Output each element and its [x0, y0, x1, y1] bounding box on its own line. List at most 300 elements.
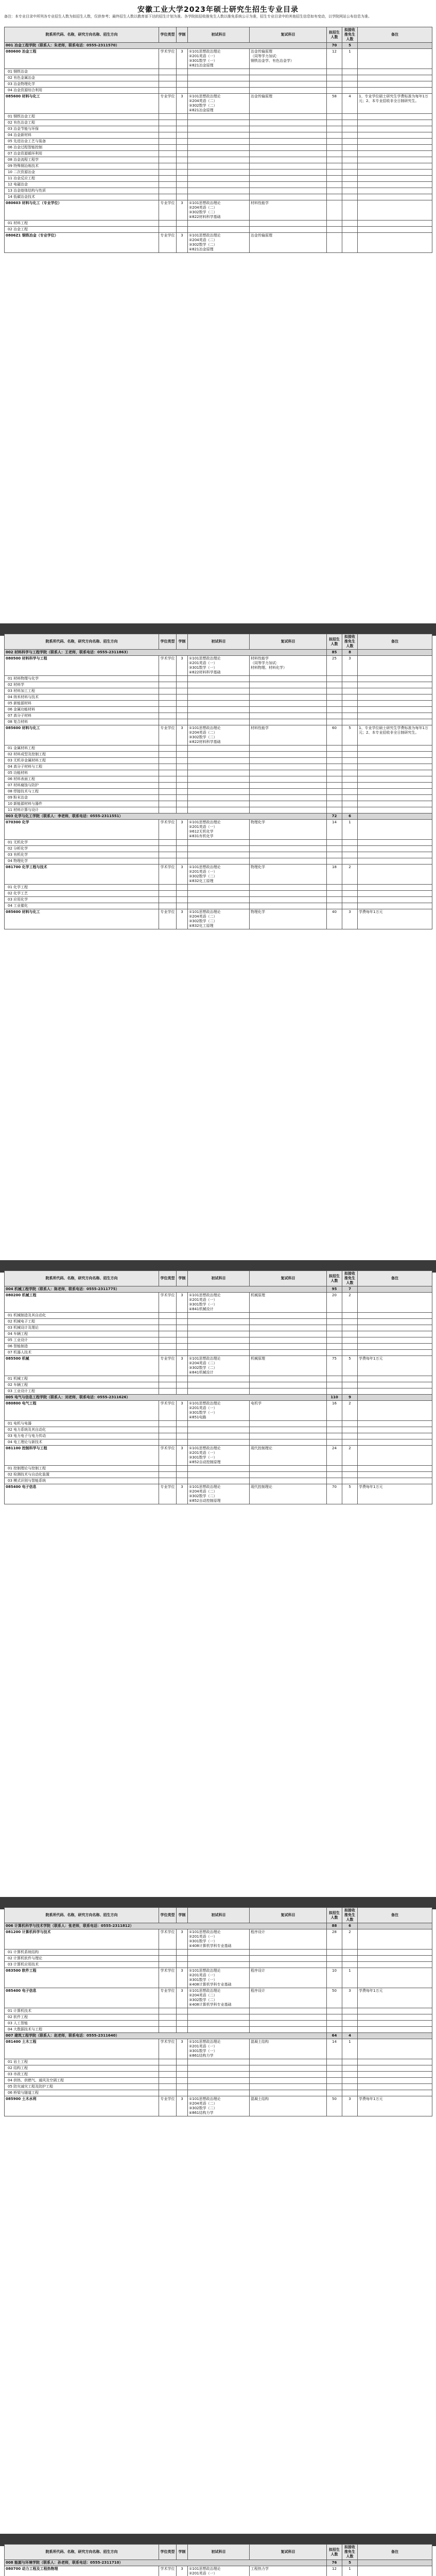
empty-cell: [177, 789, 188, 795]
empty-cell: [327, 764, 342, 770]
tuimian-count: 6: [342, 814, 358, 820]
tuimian-count: 3: [342, 2096, 358, 2116]
major-name: 085600 材料与化工: [5, 909, 159, 929]
empty-cell: [188, 2008, 250, 2014]
empty-cell: [177, 1319, 188, 1325]
exam-subject: [189, 1485, 248, 1503]
exam-subject-line: ①101思想政治理论: [189, 1989, 221, 1993]
empty-cell: [342, 2072, 358, 2078]
empty-cell: [188, 770, 250, 776]
retest-subject-line: 混凝土结构: [251, 2040, 269, 2044]
empty-cell: [250, 852, 327, 858]
empty-cell: [177, 764, 188, 770]
empty-cell: [358, 852, 432, 858]
remark-cell: 1、专业学位硕士研究生学费标准为每年1万元；2、本专业招收非全日制研究生。: [358, 725, 432, 745]
research-direction: 03 模式识别与智能系统: [5, 1478, 159, 1484]
tuimian-count: 4: [342, 2033, 358, 2039]
direction-row: [5, 2008, 432, 2014]
tuimian-count: 5: [342, 1484, 358, 1504]
empty-cell: [327, 188, 342, 194]
empty-cell: [342, 1472, 358, 1478]
catalog-note: 备注：本专业目录中所列各专业招生人数为拟招生人数，仅供参考；最终招生人数以教育部下达的招生计划为准。各学院拟招收推免生人数以推免系统公示为准，招生专业目录中的其他招生信息如有变动，以学院网站公布信息为准。: [4, 14, 372, 19]
empty-cell: [327, 807, 342, 814]
empty-cell: [342, 1433, 358, 1439]
empty-cell: [188, 903, 250, 909]
study-years: 3: [177, 725, 188, 745]
empty-cell: [177, 1421, 188, 1427]
empty-cell: [250, 752, 327, 758]
empty-cell: [342, 2008, 358, 2014]
empty-cell: [342, 758, 358, 764]
direction-row: [5, 126, 432, 132]
empty-cell: [177, 1427, 188, 1433]
research-direction: 02 软件工程: [5, 2014, 159, 2021]
page-title: 安徽工业大学2023年硕士研究生招生专业目录: [137, 6, 299, 14]
empty-cell: [177, 897, 188, 903]
empty-cell: [342, 891, 358, 897]
empty-cell: [327, 88, 342, 94]
empty-cell: [327, 745, 342, 752]
direction-row: [5, 1376, 432, 1382]
empty-cell: [188, 182, 250, 188]
empty-cell: [342, 157, 358, 163]
empty-cell: [250, 69, 327, 75]
exam-subject-line: ③301数学（一）: [189, 1411, 217, 1415]
empty-cell: [177, 694, 188, 701]
exam-subject-line: ①101思想政治理论: [189, 2097, 221, 2101]
tuimian-count: 1: [342, 49, 358, 69]
empty-cell: [188, 114, 250, 120]
empty-cell: [188, 126, 250, 132]
research-direction: 05 工业设计: [5, 1337, 159, 1344]
empty-cell: [159, 176, 177, 182]
empty-cell: [159, 1439, 177, 1446]
empty-cell: [188, 1433, 250, 1439]
remark-cell: [358, 820, 432, 840]
retest-cell: [250, 909, 327, 929]
research-direction: 02 车辆工程: [5, 1382, 159, 1388]
degree-type: 专业学位: [159, 1484, 177, 1504]
exam-subject-line: ③302数学（二）: [189, 243, 217, 247]
direction-row: [5, 1388, 432, 1395]
empty-cell: [177, 1478, 188, 1484]
empty-cell: [188, 188, 250, 194]
direction-row: [5, 694, 432, 701]
direction-row: [5, 75, 432, 81]
empty-cell: [159, 885, 177, 891]
tuimian-count: 2: [342, 1293, 358, 1313]
empty-cell: [188, 1472, 250, 1478]
empty-cell: [177, 745, 188, 752]
empty-cell: [188, 2072, 250, 2078]
enroll-count: 14: [327, 820, 342, 840]
empty-cell: [177, 840, 188, 846]
research-direction: 06 智能制造: [5, 1344, 159, 1350]
retest-subject-line: 冶金传输原理: [251, 94, 272, 98]
empty-cell: [188, 69, 250, 75]
empty-cell: [342, 145, 358, 151]
research-direction: 03 人工智能: [5, 2021, 159, 2027]
empty-cell: [358, 1439, 432, 1446]
degree-type: 学术学位: [159, 1293, 177, 1313]
empty-cell: [177, 157, 188, 163]
empty-cell: [250, 1439, 327, 1446]
empty-cell: [250, 114, 327, 120]
empty-cell: [358, 1478, 432, 1484]
col-header-degree: 学位类型: [159, 1908, 177, 1923]
tuimian-count: 5: [342, 1356, 358, 1376]
table-header-row: [5, 2545, 432, 2560]
empty-cell: [188, 1956, 250, 1962]
retest-subject: [251, 94, 325, 99]
empty-cell: [358, 1344, 432, 1350]
empty-cell: [159, 2021, 177, 2027]
empty-cell: [327, 157, 342, 163]
empty-cell: [159, 151, 177, 157]
exam-subject-line: ④408计算机学科专业基础: [189, 1944, 232, 1948]
col-header-degree: 学位类型: [159, 634, 177, 650]
col-header-degree: 学位类型: [159, 1271, 177, 1286]
remark-cell: 学费每年1万元: [358, 909, 432, 929]
college-name: 004 机械工程学院（联系人：陈老师，联系电话：0555-2311775）: [5, 1286, 327, 1293]
empty-cell: [188, 176, 250, 182]
empty-cell: [159, 194, 177, 200]
research-direction: 05 功能材料: [5, 770, 159, 776]
empty-cell: [159, 676, 177, 682]
empty-cell: [342, 1439, 358, 1446]
col-header-name: 院系所代码、名称，研究方向名称、招生方向: [5, 27, 159, 43]
empty-cell: [327, 2090, 342, 2096]
empty-cell: [250, 2078, 327, 2084]
exam-subject-line: ③302数学（二）: [189, 874, 217, 878]
exam-subject: [189, 1930, 248, 1948]
research-direction: 04 电工理论与新技术: [5, 1439, 159, 1446]
empty-cell: [188, 1331, 250, 1337]
major-name: 081400 土木工程: [5, 2039, 159, 2059]
study-years: 3: [177, 1293, 188, 1313]
col-header-exam: 初试科目: [188, 634, 250, 650]
research-direction: 03 冶金物理化学: [5, 81, 159, 88]
degree-type: 专业学位: [159, 200, 177, 221]
empty-cell: [250, 858, 327, 865]
exam-subject-line: ②201英语（一）: [189, 1406, 217, 1410]
remark-cell: [358, 656, 432, 676]
empty-cell: [327, 795, 342, 801]
col-header-study: 学制: [177, 27, 188, 43]
empty-cell: [327, 707, 342, 713]
empty-cell: [327, 897, 342, 903]
direction-row: [5, 2084, 432, 2090]
empty-cell: [188, 858, 250, 865]
retest-subject-line: 电机学: [251, 1401, 261, 1405]
empty-cell: [188, 783, 250, 789]
empty-cell: [342, 126, 358, 132]
retest-subject: [251, 1485, 325, 1489]
col-header-degree: 学位类型: [159, 2545, 177, 2560]
empty-cell: [358, 69, 432, 75]
direction-row: [5, 1331, 432, 1337]
empty-cell: [358, 75, 432, 81]
empty-cell: [358, 1382, 432, 1388]
research-direction: 13 冶金熔体结构与性质: [5, 188, 159, 194]
empty-cell: [188, 2090, 250, 2096]
direction-row: [5, 1478, 432, 1484]
empty-cell: [342, 885, 358, 891]
exam-subject-line: ③301数学（一）: [189, 666, 217, 670]
research-direction: 02 计算机软件与理论: [5, 1956, 159, 1962]
col-header-enroll: 拟招生人数: [327, 1271, 342, 1286]
empty-cell: [177, 688, 188, 694]
retest-subject: [251, 2040, 325, 2044]
empty-cell: [342, 682, 358, 688]
exam-subject-line: ①101思想政治理论: [189, 201, 221, 205]
empty-cell: [188, 2078, 250, 2084]
empty-cell: [342, 789, 358, 795]
empty-cell: [188, 795, 250, 801]
exam-cell: [188, 2566, 250, 2576]
empty-cell: [250, 807, 327, 814]
empty-cell: [358, 1331, 432, 1337]
retest-subject: [251, 910, 325, 914]
empty-cell: [188, 1427, 250, 1433]
remark-cell: 学费每年1万元: [358, 2096, 432, 2116]
empty-cell: [159, 2014, 177, 2021]
empty-cell: [358, 752, 432, 758]
direction-row: [5, 688, 432, 694]
tuimian-count: 5: [342, 725, 358, 745]
retest-subject-line: 程序设计: [251, 1930, 265, 1934]
retest-cell: [250, 2566, 327, 2576]
empty-cell: [250, 120, 327, 126]
tuimian-count: 2: [342, 1401, 358, 1421]
empty-cell: [159, 139, 177, 145]
degree-type: 学术学位: [159, 1929, 177, 1950]
exam-cell: [188, 2039, 250, 2059]
research-direction: 02 电力系统及其自动化: [5, 1427, 159, 1433]
empty-cell: [327, 120, 342, 126]
table-header-row: [5, 634, 432, 650]
empty-cell: [188, 1313, 250, 1319]
retest-cell: [250, 656, 327, 676]
exam-subject-line: ②204英语（二）: [189, 1361, 217, 1365]
major-name: 080500 材料科学与工程: [5, 656, 159, 676]
enroll-count: 25: [327, 656, 342, 676]
empty-cell: [188, 1421, 250, 1427]
direction-row: [5, 1439, 432, 1446]
empty-cell: [327, 1962, 342, 1968]
major-row: [5, 1988, 432, 2008]
direction-row: [5, 1313, 432, 1319]
empty-cell: [358, 903, 432, 909]
empty-cell: [342, 1319, 358, 1325]
empty-cell: [159, 688, 177, 694]
empty-cell: [177, 163, 188, 170]
empty-cell: [358, 745, 432, 752]
empty-cell: [342, 2090, 358, 2096]
retest-cell: [250, 1968, 327, 1988]
degree-type: 专业学位: [159, 909, 177, 929]
major-name: 0806Z1 钢铁冶金（专业学位）: [5, 233, 159, 253]
retest-subject: [251, 233, 325, 238]
direction-row: [5, 1325, 432, 1331]
col-header-remark: 备注: [358, 1271, 432, 1286]
exam-subject-line: ②201英语（一）: [189, 2571, 217, 2575]
exam-subject-line: ②204英语（二）: [189, 238, 217, 242]
empty-cell: [327, 2021, 342, 2027]
degree-type: 专业学位: [159, 1356, 177, 1376]
direction-row: [5, 2059, 432, 2065]
empty-cell: [327, 145, 342, 151]
exam-subject-line: ②204英语（二）: [189, 99, 217, 103]
empty-cell: [159, 707, 177, 713]
empty-cell: [250, 1313, 327, 1319]
col-header-retest: 复试科目: [250, 1271, 327, 1286]
remark-cell: [358, 1293, 432, 1313]
direction-row: [5, 194, 432, 200]
major-row: [5, 94, 432, 114]
empty-cell: [159, 188, 177, 194]
empty-cell: [188, 2065, 250, 2072]
study-years: 3: [177, 1484, 188, 1504]
empty-cell: [327, 701, 342, 707]
col-header-name: 院系所代码、名称，研究方向名称、招生方向: [5, 1271, 159, 1286]
empty-cell: [159, 789, 177, 795]
col-header-study: 学制: [177, 1271, 188, 1286]
empty-cell: [159, 1472, 177, 1478]
research-direction: 01 金属材料工程: [5, 745, 159, 752]
empty-cell: [327, 227, 342, 233]
col-header-retest: 复试科目: [250, 634, 327, 650]
direction-row: [5, 682, 432, 688]
research-direction: 01 计算机技术: [5, 2008, 159, 2014]
retest-cell: [250, 1293, 327, 1313]
exam-cell: [188, 1293, 250, 1313]
exam-cell: [188, 1929, 250, 1950]
tuimian-count: 9: [342, 1395, 358, 1401]
study-years: 3: [177, 233, 188, 253]
enroll-count: 58: [327, 94, 342, 114]
empty-cell: [327, 2027, 342, 2033]
exam-subject: [189, 2097, 248, 2115]
exam-subject-line: ④852自动控制原理: [189, 1499, 221, 1503]
empty-cell: [159, 1388, 177, 1395]
empty-cell: [250, 1466, 327, 1472]
empty-cell: [327, 1421, 342, 1427]
empty-cell: [177, 795, 188, 801]
empty-cell: [342, 1344, 358, 1350]
empty-cell: [159, 1950, 177, 1956]
empty-cell: [327, 1478, 342, 1484]
empty-cell: [159, 770, 177, 776]
direction-row: [5, 221, 432, 227]
empty-cell: [177, 2008, 188, 2014]
direction-row: [5, 897, 432, 903]
major-name: 083500 软件工程: [5, 1968, 159, 1988]
empty-cell: [159, 157, 177, 163]
empty-cell: [250, 682, 327, 688]
empty-cell: [177, 1337, 188, 1344]
empty-cell: [250, 2014, 327, 2021]
empty-cell: [177, 1325, 188, 1331]
retest-subject-line: 材料物理、材料化学）: [251, 666, 287, 670]
direction-row: [5, 776, 432, 783]
table-header-row: [5, 1908, 432, 1923]
tuimian-count: 3: [342, 909, 358, 929]
empty-cell: [358, 688, 432, 694]
empty-cell: [358, 1325, 432, 1331]
direction-row: [5, 1319, 432, 1325]
empty-cell: [342, 776, 358, 783]
empty-cell: [327, 719, 342, 725]
enroll-count: 12: [327, 49, 342, 69]
exam-subject-line: ②201英语（一）: [189, 54, 217, 58]
empty-cell: [188, 745, 250, 752]
col-header-tuimian: 拟接收推免生人数: [342, 2545, 358, 2560]
empty-cell: [358, 701, 432, 707]
research-direction: 07 机器人技术: [5, 1350, 159, 1356]
empty-cell: [159, 897, 177, 903]
empty-cell: [159, 227, 177, 233]
exam-subject-line: ③302数学（二）: [189, 919, 217, 923]
empty-cell: [250, 1344, 327, 1350]
empty-cell: [327, 2078, 342, 2084]
degree-type: 专业学位: [159, 2096, 177, 2116]
enroll-count: 70: [327, 1484, 342, 1504]
major-row: [5, 865, 432, 885]
remark-cell: [358, 865, 432, 885]
retest-subject: [251, 1357, 325, 1361]
empty-cell: [358, 88, 432, 94]
empty-cell: [342, 2021, 358, 2027]
remark-cell: [358, 1968, 432, 1988]
empty-cell: [188, 1337, 250, 1344]
direction-row: [5, 1421, 432, 1427]
retest-cell: [250, 1929, 327, 1950]
col-header-exam: 初试科目: [188, 1908, 250, 1923]
empty-cell: [342, 1421, 358, 1427]
exam-subject: [189, 94, 248, 113]
tuimian-count: 1: [342, 2566, 358, 2576]
empty-cell: [250, 688, 327, 694]
research-direction: 03 市政工程: [5, 2072, 159, 2078]
research-direction: 06 材料表面工程: [5, 776, 159, 783]
retest-cell: [250, 1401, 327, 1421]
empty-cell: [177, 783, 188, 789]
empty-cell: [159, 903, 177, 909]
empty-cell: [250, 1388, 327, 1395]
empty-cell: [327, 885, 342, 891]
empty-cell: [177, 2059, 188, 2065]
empty-cell: [358, 2072, 432, 2078]
retest-subject: [251, 726, 325, 731]
empty-cell: [177, 176, 188, 182]
enroll-count: 76: [327, 2560, 342, 2566]
empty-cell: [342, 182, 358, 188]
study-years: 3: [177, 656, 188, 676]
major-row: [5, 2039, 432, 2059]
col-header-remark: 备注: [358, 2545, 432, 2560]
study-years: 3: [177, 865, 188, 885]
empty-cell: [327, 132, 342, 139]
enroll-count: 85: [327, 650, 342, 656]
enroll-count: 50: [327, 2096, 342, 2116]
empty-cell: [159, 2084, 177, 2090]
enroll-count: 12: [327, 2566, 342, 2576]
empty-cell: [188, 897, 250, 903]
empty-cell: [327, 801, 342, 807]
exam-subject: [189, 865, 248, 884]
empty-cell: [342, 1331, 358, 1337]
